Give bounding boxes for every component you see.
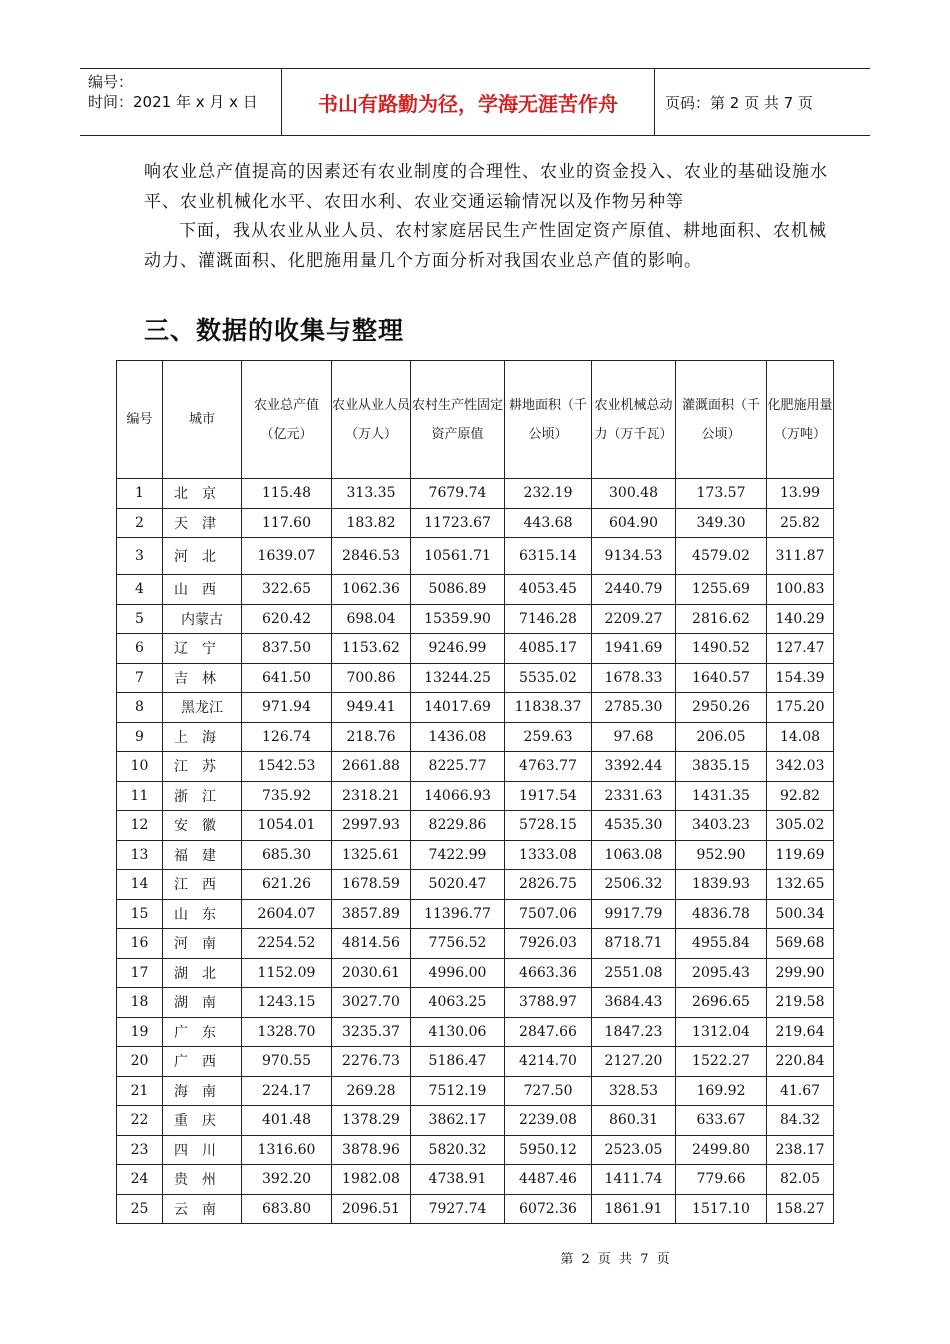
- value-cell: 2030.61: [332, 958, 411, 988]
- header-time-label: 时间：2021 年 x 月 x 日: [88, 93, 258, 111]
- table-row: [117, 604, 834, 634]
- value-cell: 259.63: [505, 722, 592, 752]
- value-cell: 971.94: [242, 693, 332, 723]
- value-cell: 2846.53: [332, 538, 411, 575]
- city-cell: 江苏: [163, 752, 242, 782]
- value-cell: 342.03: [767, 752, 834, 782]
- value-cell: 8229.86: [411, 811, 505, 841]
- value-cell: 41.67: [767, 1076, 834, 1106]
- value-cell: 5950.12: [505, 1135, 592, 1165]
- value-cell: 4130.06: [411, 1017, 505, 1047]
- row-id-cell: 22: [117, 1106, 163, 1136]
- value-cell: 2499.80: [676, 1135, 767, 1165]
- page-header: [80, 68, 870, 136]
- value-cell: 5820.32: [411, 1135, 505, 1165]
- value-cell: 392.20: [242, 1165, 332, 1195]
- value-cell: 218.76: [332, 722, 411, 752]
- city-cell: 内蒙古: [163, 604, 242, 634]
- value-cell: 2095.43: [676, 958, 767, 988]
- value-cell: 952.90: [676, 840, 767, 870]
- row-id-cell: 24: [117, 1165, 163, 1195]
- value-cell: 1678.59: [332, 870, 411, 900]
- value-cell: 1378.29: [332, 1106, 411, 1136]
- value-cell: 1325.61: [332, 840, 411, 870]
- value-cell: 84.32: [767, 1106, 834, 1136]
- value-cell: 1431.35: [676, 781, 767, 811]
- value-cell: 2997.93: [332, 811, 411, 841]
- value-cell: 9246.99: [411, 634, 505, 664]
- value-cell: 3403.23: [676, 811, 767, 841]
- value-cell: 100.83: [767, 575, 834, 605]
- row-id-cell: 4: [117, 575, 163, 605]
- value-cell: 837.50: [242, 634, 332, 664]
- row-id-cell: 16: [117, 929, 163, 959]
- header-cell-land: 耕地面积（千公顷）: [505, 361, 592, 479]
- city-cell: 贵州: [163, 1165, 242, 1195]
- value-cell: 641.50: [242, 663, 332, 693]
- value-cell: 7422.99: [411, 840, 505, 870]
- row-id-cell: 20: [117, 1047, 163, 1077]
- value-cell: 4063.25: [411, 988, 505, 1018]
- header-cell-irrigation: 灌溉面积（千公顷）: [676, 361, 767, 479]
- table-header-row: [117, 361, 834, 479]
- row-id-cell: 13: [117, 840, 163, 870]
- value-cell: 220.84: [767, 1047, 834, 1077]
- value-cell: 4053.45: [505, 575, 592, 605]
- value-cell: 3684.43: [592, 988, 676, 1018]
- row-id-cell: 21: [117, 1076, 163, 1106]
- table-row: [117, 988, 834, 1018]
- city-cell: 云南: [163, 1194, 242, 1224]
- value-cell: 11723.67: [411, 508, 505, 538]
- value-cell: 700.86: [332, 663, 411, 693]
- value-cell: 299.90: [767, 958, 834, 988]
- value-cell: 238.17: [767, 1135, 834, 1165]
- city-cell: 重庆: [163, 1106, 242, 1136]
- table-row: [117, 811, 834, 841]
- value-cell: 311.87: [767, 538, 834, 575]
- value-cell: 1982.08: [332, 1165, 411, 1195]
- value-cell: 10561.71: [411, 538, 505, 575]
- city-cell: 浙江: [163, 781, 242, 811]
- value-cell: 860.31: [592, 1106, 676, 1136]
- city-cell: 湖北: [163, 958, 242, 988]
- value-cell: 569.68: [767, 929, 834, 959]
- value-cell: 3235.37: [332, 1017, 411, 1047]
- table-row: [117, 479, 834, 509]
- value-cell: 1517.10: [676, 1194, 767, 1224]
- value-cell: 2847.66: [505, 1017, 592, 1047]
- value-cell: 1917.54: [505, 781, 592, 811]
- value-cell: 727.50: [505, 1076, 592, 1106]
- value-cell: 1941.69: [592, 634, 676, 664]
- value-cell: 621.26: [242, 870, 332, 900]
- table-row: [117, 1106, 834, 1136]
- header-meta: [80, 69, 282, 135]
- value-cell: 14066.93: [411, 781, 505, 811]
- value-cell: 1678.33: [592, 663, 676, 693]
- table-row: [117, 1165, 834, 1195]
- value-cell: 2318.21: [332, 781, 411, 811]
- value-cell: 7927.74: [411, 1194, 505, 1224]
- header-cell-workers: 农业从业人员（万人）: [332, 361, 411, 479]
- city-cell: 湖南: [163, 988, 242, 1018]
- value-cell: 1316.60: [242, 1135, 332, 1165]
- value-cell: 4535.30: [592, 811, 676, 841]
- value-cell: 25.82: [767, 508, 834, 538]
- value-cell: 735.92: [242, 781, 332, 811]
- value-cell: 1054.01: [242, 811, 332, 841]
- value-cell: 1063.08: [592, 840, 676, 870]
- value-cell: 2523.05: [592, 1135, 676, 1165]
- value-cell: 224.17: [242, 1076, 332, 1106]
- value-cell: 1062.36: [332, 575, 411, 605]
- value-cell: 2331.63: [592, 781, 676, 811]
- value-cell: 2816.62: [676, 604, 767, 634]
- value-cell: 2506.32: [592, 870, 676, 900]
- value-cell: 5020.47: [411, 870, 505, 900]
- table-row: [117, 870, 834, 900]
- row-id-cell: 10: [117, 752, 163, 782]
- value-cell: 1847.23: [592, 1017, 676, 1047]
- value-cell: 7507.06: [505, 899, 592, 929]
- value-cell: 3862.17: [411, 1106, 505, 1136]
- value-cell: 140.29: [767, 604, 834, 634]
- value-cell: 401.48: [242, 1106, 332, 1136]
- value-cell: 604.90: [592, 508, 676, 538]
- value-cell: 14.08: [767, 722, 834, 752]
- city-cell: 福建: [163, 840, 242, 870]
- value-cell: 1640.57: [676, 663, 767, 693]
- city-cell: 山西: [163, 575, 242, 605]
- value-cell: 11396.77: [411, 899, 505, 929]
- table-row: [117, 1194, 834, 1224]
- row-id-cell: 5: [117, 604, 163, 634]
- value-cell: 82.05: [767, 1165, 834, 1195]
- table-row: [117, 1076, 834, 1106]
- value-cell: 7679.74: [411, 479, 505, 509]
- value-cell: 1152.09: [242, 958, 332, 988]
- value-cell: 7756.52: [411, 929, 505, 959]
- value-cell: 5086.89: [411, 575, 505, 605]
- value-cell: 13.99: [767, 479, 834, 509]
- value-cell: 3392.44: [592, 752, 676, 782]
- city-cell: 辽宁: [163, 634, 242, 664]
- value-cell: 173.57: [676, 479, 767, 509]
- value-cell: 4085.17: [505, 634, 592, 664]
- value-cell: 305.02: [767, 811, 834, 841]
- value-cell: 7512.19: [411, 1076, 505, 1106]
- city-cell: 北京: [163, 479, 242, 509]
- header-cell-id: 编号: [117, 361, 163, 479]
- value-cell: 949.41: [332, 693, 411, 723]
- row-id-cell: 11: [117, 781, 163, 811]
- value-cell: 1639.07: [242, 538, 332, 575]
- value-cell: 2696.65: [676, 988, 767, 1018]
- value-cell: 1861.91: [592, 1194, 676, 1224]
- value-cell: 620.42: [242, 604, 332, 634]
- city-cell: 黑龙江: [163, 693, 242, 723]
- value-cell: 7146.28: [505, 604, 592, 634]
- value-cell: 1255.69: [676, 575, 767, 605]
- value-cell: 15359.90: [411, 604, 505, 634]
- value-cell: 3027.70: [332, 988, 411, 1018]
- value-cell: 3857.89: [332, 899, 411, 929]
- table-row: [117, 1047, 834, 1077]
- row-id-cell: 3: [117, 538, 163, 575]
- value-cell: 300.48: [592, 479, 676, 509]
- table-row: [117, 1017, 834, 1047]
- city-cell: 上海: [163, 722, 242, 752]
- value-cell: 3835.15: [676, 752, 767, 782]
- table-row: [117, 958, 834, 988]
- table-row: [117, 663, 834, 693]
- row-id-cell: 23: [117, 1135, 163, 1165]
- value-cell: 2826.75: [505, 870, 592, 900]
- value-cell: 328.53: [592, 1076, 676, 1106]
- city-cell: 河南: [163, 929, 242, 959]
- value-cell: 683.80: [242, 1194, 332, 1224]
- table-row: [117, 1135, 834, 1165]
- value-cell: 4955.84: [676, 929, 767, 959]
- city-cell: 天津: [163, 508, 242, 538]
- value-cell: 219.58: [767, 988, 834, 1018]
- table-row: [117, 899, 834, 929]
- value-cell: 779.66: [676, 1165, 767, 1195]
- header-number-label: 编号：: [88, 73, 134, 91]
- header-cell-city: 城市: [163, 361, 242, 479]
- row-id-cell: 8: [117, 693, 163, 723]
- value-cell: 3788.97: [505, 988, 592, 1018]
- value-cell: 2551.08: [592, 958, 676, 988]
- value-cell: 1333.08: [505, 840, 592, 870]
- city-cell: 广东: [163, 1017, 242, 1047]
- row-id-cell: 7: [117, 663, 163, 693]
- value-cell: 5728.15: [505, 811, 592, 841]
- value-cell: 1839.93: [676, 870, 767, 900]
- value-cell: 1436.08: [411, 722, 505, 752]
- value-cell: 132.65: [767, 870, 834, 900]
- value-cell: 8718.71: [592, 929, 676, 959]
- value-cell: 5186.47: [411, 1047, 505, 1077]
- value-cell: 1411.74: [592, 1165, 676, 1195]
- body-paragraph-1: 响农业总产值提高的因素还有农业制度的合理性、农业的资金投入、农业的基础设施水平、农业机械化水平、农田水利、农业交通运输情况以及作物另种等: [144, 162, 828, 212]
- value-cell: 698.04: [332, 604, 411, 634]
- value-cell: 322.65: [242, 575, 332, 605]
- value-cell: 115.48: [242, 479, 332, 509]
- table-row: [117, 722, 834, 752]
- value-cell: 126.74: [242, 722, 332, 752]
- city-cell: 山东: [163, 899, 242, 929]
- value-cell: 4814.56: [332, 929, 411, 959]
- section-title: 三、数据的收集与整理: [144, 316, 405, 345]
- table-row: [117, 781, 834, 811]
- header-page-info: 页码：第 2 页 共 7 页: [665, 93, 813, 112]
- value-cell: 6315.14: [505, 538, 592, 575]
- row-id-cell: 9: [117, 722, 163, 752]
- value-cell: 2209.27: [592, 604, 676, 634]
- value-cell: 117.60: [242, 508, 332, 538]
- row-id-cell: 14: [117, 870, 163, 900]
- table-row: [117, 508, 834, 538]
- value-cell: 127.47: [767, 634, 834, 664]
- value-cell: 685.30: [242, 840, 332, 870]
- value-cell: 2127.20: [592, 1047, 676, 1077]
- value-cell: 2239.08: [505, 1106, 592, 1136]
- body-paragraph-2: 下面，我从农业从业人员、农村家庭居民生产性固定资产原值、耕地面积、农机械动力、灌溉面积、化肥施用量几个方面分析对我国农业总产值的影响。: [144, 221, 827, 271]
- value-cell: 14017.69: [411, 693, 505, 723]
- value-cell: 1243.15: [242, 988, 332, 1018]
- city-cell: 广西: [163, 1047, 242, 1077]
- value-cell: 7926.03: [505, 929, 592, 959]
- city-cell: 海南: [163, 1076, 242, 1106]
- page-footer: 第 2 页 共 7 页: [560, 1252, 670, 1267]
- value-cell: 1153.62: [332, 634, 411, 664]
- value-cell: 500.34: [767, 899, 834, 929]
- table-row: [117, 693, 834, 723]
- value-cell: 4763.77: [505, 752, 592, 782]
- value-cell: 269.28: [332, 1076, 411, 1106]
- row-id-cell: 6: [117, 634, 163, 664]
- value-cell: 1522.27: [676, 1047, 767, 1077]
- value-cell: 97.68: [592, 722, 676, 752]
- header-motto: 书山有路勤为径，学海无涯苦作舟: [282, 69, 655, 135]
- value-cell: 9134.53: [592, 538, 676, 575]
- value-cell: 219.64: [767, 1017, 834, 1047]
- row-id-cell: 2: [117, 508, 163, 538]
- city-cell: 四川: [163, 1135, 242, 1165]
- table-row: [117, 929, 834, 959]
- value-cell: 2950.26: [676, 693, 767, 723]
- value-cell: 4836.78: [676, 899, 767, 929]
- header-cell-output: 农业总产值（亿元）: [242, 361, 332, 479]
- table-row: [117, 752, 834, 782]
- city-cell: 江西: [163, 870, 242, 900]
- value-cell: 443.68: [505, 508, 592, 538]
- city-cell: 河北: [163, 538, 242, 575]
- header-cell-fertilizer: 化肥施用量（万吨）: [767, 361, 834, 479]
- value-cell: 2785.30: [592, 693, 676, 723]
- value-cell: 175.20: [767, 693, 834, 723]
- table-row: [117, 575, 834, 605]
- value-cell: 4579.02: [676, 538, 767, 575]
- value-cell: 169.92: [676, 1076, 767, 1106]
- table-body: [117, 479, 834, 1224]
- value-cell: 2276.73: [332, 1047, 411, 1077]
- table-row: [117, 634, 834, 664]
- value-cell: 154.39: [767, 663, 834, 693]
- value-cell: 1542.53: [242, 752, 332, 782]
- row-id-cell: 17: [117, 958, 163, 988]
- row-id-cell: 19: [117, 1017, 163, 1047]
- value-cell: 633.67: [676, 1106, 767, 1136]
- value-cell: 158.27: [767, 1194, 834, 1224]
- value-cell: 4663.36: [505, 958, 592, 988]
- table-row: [117, 840, 834, 870]
- value-cell: 2661.88: [332, 752, 411, 782]
- city-cell: 吉林: [163, 663, 242, 693]
- value-cell: 2096.51: [332, 1194, 411, 1224]
- value-cell: 4996.00: [411, 958, 505, 988]
- row-id-cell: 15: [117, 899, 163, 929]
- value-cell: 4738.91: [411, 1165, 505, 1195]
- header-cell-power: 农业机械总动力（万千瓦）: [592, 361, 676, 479]
- header-cell-assets: 农村生产性固定资产原值: [411, 361, 505, 479]
- value-cell: 6072.36: [505, 1194, 592, 1224]
- value-cell: 349.30: [676, 508, 767, 538]
- row-id-cell: 25: [117, 1194, 163, 1224]
- value-cell: 4487.46: [505, 1165, 592, 1195]
- value-cell: 183.82: [332, 508, 411, 538]
- value-cell: 11838.37: [505, 693, 592, 723]
- row-id-cell: 18: [117, 988, 163, 1018]
- value-cell: 2440.79: [592, 575, 676, 605]
- value-cell: 2604.07: [242, 899, 332, 929]
- city-cell: 安徽: [163, 811, 242, 841]
- value-cell: 8225.77: [411, 752, 505, 782]
- row-id-cell: 1: [117, 479, 163, 509]
- value-cell: 5535.02: [505, 663, 592, 693]
- row-id-cell: 12: [117, 811, 163, 841]
- value-cell: 9917.79: [592, 899, 676, 929]
- value-cell: 206.05: [676, 722, 767, 752]
- value-cell: 1328.70: [242, 1017, 332, 1047]
- value-cell: 3878.96: [332, 1135, 411, 1165]
- value-cell: 232.19: [505, 479, 592, 509]
- value-cell: 13244.25: [411, 663, 505, 693]
- value-cell: 2254.52: [242, 929, 332, 959]
- value-cell: 1490.52: [676, 634, 767, 664]
- value-cell: 119.69: [767, 840, 834, 870]
- value-cell: 4214.70: [505, 1047, 592, 1077]
- value-cell: 92.82: [767, 781, 834, 811]
- value-cell: 970.55: [242, 1047, 332, 1077]
- data-table: [116, 360, 834, 1224]
- table-row: [117, 538, 834, 575]
- value-cell: 1312.04: [676, 1017, 767, 1047]
- value-cell: 313.35: [332, 479, 411, 509]
